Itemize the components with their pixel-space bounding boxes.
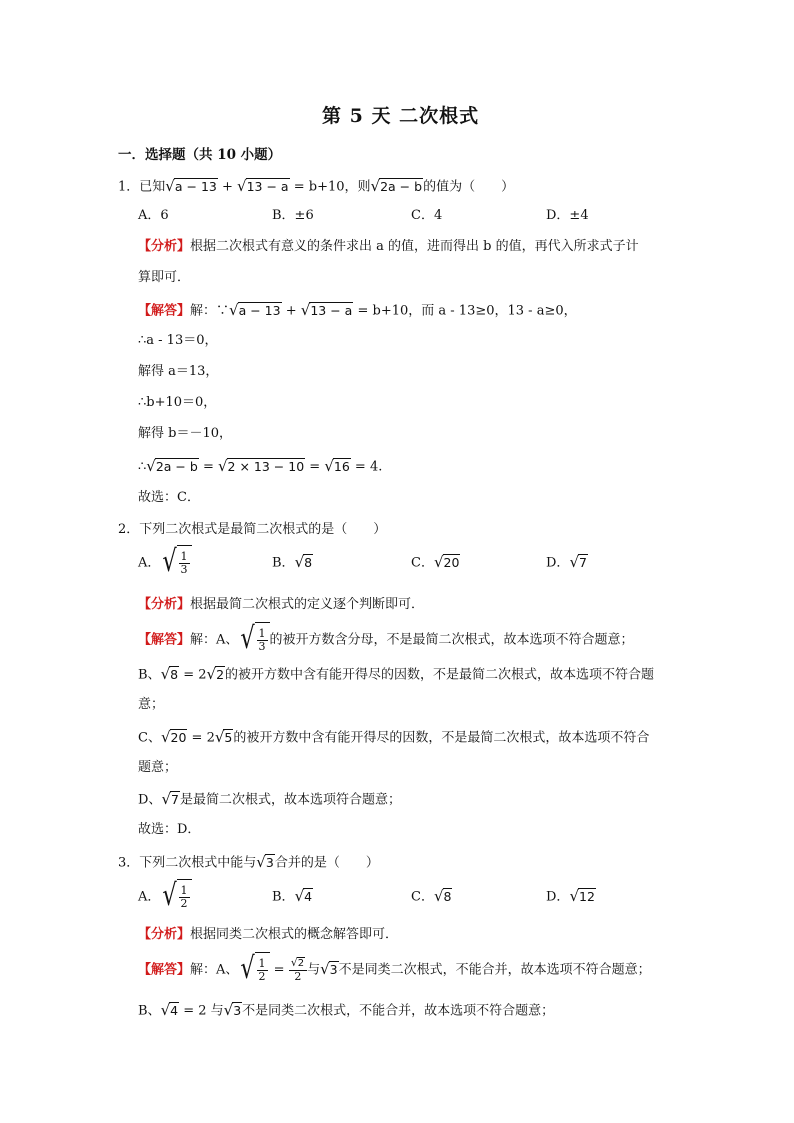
operator: = (198, 459, 218, 475)
analysis-label: 【分析】 (138, 239, 191, 254)
solution-line (138, 1000, 554, 1022)
solution-text: D、 (138, 792, 162, 808)
solution-text: ∴ (138, 459, 147, 475)
radical-expression: √20 (433, 553, 460, 571)
question-3-stem (118, 852, 379, 874)
option-label: A． (138, 555, 161, 571)
solution-text: 的被开方数中含有能开得尽的因数，不是最简二次根式，故本选项不符合题 (225, 667, 655, 683)
analysis-label: 【分析】 (138, 597, 191, 612)
solution-step: 解得 a＝13， (138, 364, 219, 379)
analysis-text-cont: 算即可． (138, 270, 191, 285)
solution-text: b+10 (372, 303, 409, 319)
solution-text: 解：∵ (190, 303, 230, 319)
option-label: C． (411, 555, 434, 571)
solution-text: = 2 与 (179, 1003, 224, 1019)
radical-expression: √5 (214, 728, 233, 746)
radical-expression: √13 − a (300, 301, 353, 319)
solution-line (138, 789, 401, 811)
question-text: 合并的是（ ） (274, 855, 379, 871)
radical-expression: √2 × 13 − 10 (217, 457, 305, 475)
operator: = 2 (187, 730, 215, 746)
radical-expression: √16 (324, 457, 350, 475)
answer-block (138, 952, 651, 988)
option-b (272, 886, 313, 908)
answer-label: 【解答】 (138, 962, 191, 978)
solution-step (138, 456, 382, 478)
solution-step: 解得 b＝－10， (138, 426, 232, 441)
option-label: C． (411, 889, 434, 905)
analysis-block (138, 595, 424, 615)
answer-block (138, 622, 634, 658)
radical-fraction: √ $\frac{1}{3}$ (160, 545, 191, 581)
solution-step: ∴a - 13＝0， (138, 333, 218, 348)
option-label: A． (138, 889, 161, 905)
radical-fraction: √ $\frac{1}{3}$ (238, 622, 269, 658)
option-label: D． (546, 889, 570, 905)
analysis-text: 根据最简二次根式的定义逐个判断即可． (190, 597, 425, 612)
solution-line-cont: 意； (138, 697, 165, 712)
analysis-text: 根据同类二次根式的概念解答即可． (190, 927, 399, 942)
radical-expression: √2 (206, 665, 225, 683)
radical-expression: √13 − a (237, 177, 289, 195)
fraction: $\frac{√2}{2}$ (289, 957, 307, 983)
option-a (138, 545, 192, 581)
option-a (138, 879, 192, 915)
operator: + (281, 303, 301, 319)
operator: + (217, 179, 238, 195)
option-a: A．6 (138, 208, 169, 223)
answer-label: 【解答】 (138, 632, 191, 648)
solution-text: 的被开方数中含有能开得尽的因数，不是最简二次根式，故本选项不符合 (233, 730, 650, 746)
option-d (546, 552, 588, 574)
solution-text: 不是同类二次根式，不能合并，故本选项不符合题意； (338, 962, 651, 978)
question-text: 的值为（ ） (423, 179, 515, 195)
solution-step: ∴b+10＝0， (138, 395, 217, 410)
solution-text: B、 (138, 667, 161, 683)
solution-text: 解：A、 (190, 962, 239, 978)
solution-text: 的被开方数含分母，不是最简二次根式，故本选项不符合题意； (269, 632, 634, 648)
option-label: D． (546, 555, 570, 571)
operator: = 2 (179, 667, 207, 683)
radical-expression: √7 (569, 553, 587, 571)
radical-expression: √a − 13 (229, 301, 281, 319)
analysis-label: 【分析】 (138, 927, 191, 942)
choice-line: 故选：D． (138, 822, 201, 837)
radical-expression: √2a − b (370, 177, 423, 195)
radical-expression: √20 (160, 728, 187, 746)
question-number: 1． (118, 179, 140, 195)
solution-line (138, 727, 649, 749)
radical-expression: √4 (160, 1001, 179, 1019)
question-text: 下列二次根式是最简二次根式的是（ ） (139, 522, 387, 537)
answer-block (138, 300, 577, 322)
question-number: 2． (118, 522, 140, 537)
page-title: 第 5 天 二次根式 (322, 105, 480, 127)
analysis-block (138, 925, 398, 945)
solution-text: C、 (138, 730, 161, 746)
question-number: 3． (118, 855, 140, 871)
operator: = (289, 179, 309, 195)
solution-text: ，而 a - 13≥0，13 - a≥0， (408, 303, 577, 319)
solution-text: B、 (138, 1003, 161, 1019)
radical-expression: √a − 13 (165, 177, 217, 195)
option-b (272, 552, 313, 574)
operator: = (305, 459, 325, 475)
solution-line-cont: 题意； (138, 760, 178, 775)
analysis-block (138, 237, 639, 257)
radical-expression: √8 (294, 553, 313, 571)
radical-expression: √3 (256, 853, 274, 871)
radical-expression: √3 (320, 960, 338, 978)
solution-text: 与 (307, 962, 321, 978)
option-c (411, 552, 460, 574)
solution-line (138, 664, 654, 686)
analysis-text: 根据二次根式有意义的条件求出 a 的值，进而得出 b 的值，再代入所求式子计 (190, 239, 639, 254)
radical-fraction: √ $\frac{1}{2}$ (238, 952, 269, 988)
choice-line: 故选：C． (138, 490, 200, 505)
radical-expression: √7 (161, 790, 179, 808)
option-label: B． (272, 889, 295, 905)
radical-expression: √3 (223, 1001, 242, 1019)
solution-text: 解：A、 (190, 632, 239, 648)
operator: = (353, 303, 373, 319)
radical-expression: √2a − b (146, 457, 198, 475)
option-b: B．±6 (272, 208, 314, 223)
solution-text: = 4. (350, 459, 383, 475)
radical-expression: √8 (160, 665, 179, 683)
option-label: B． (272, 555, 295, 571)
answer-label: 【解答】 (138, 303, 191, 319)
option-d: D．±4 (546, 208, 589, 223)
option-c: C．4 (411, 208, 443, 223)
solution-text: 不是同类二次根式，不能合并，故本选项不符合题意； (242, 1003, 555, 1019)
question-2-stem (118, 520, 386, 540)
question-text: 下列二次根式中能与 (139, 855, 257, 871)
question-text: 已知 (139, 179, 166, 195)
operator: = (269, 962, 289, 978)
option-c (411, 886, 452, 908)
radical-expression: √8 (433, 887, 452, 905)
radical-fraction: √ $\frac{1}{2}$ (160, 879, 191, 915)
radical-expression: √12 (569, 887, 595, 905)
radical-expression: √4 (294, 887, 313, 905)
section-heading: 一．选择题（共 10 小题） (118, 147, 282, 163)
question-1-stem (118, 176, 514, 198)
option-d (546, 886, 596, 908)
question-text: b+10，则 (308, 179, 371, 195)
solution-text: 是最简二次根式，故本选项符合题意； (179, 792, 401, 808)
